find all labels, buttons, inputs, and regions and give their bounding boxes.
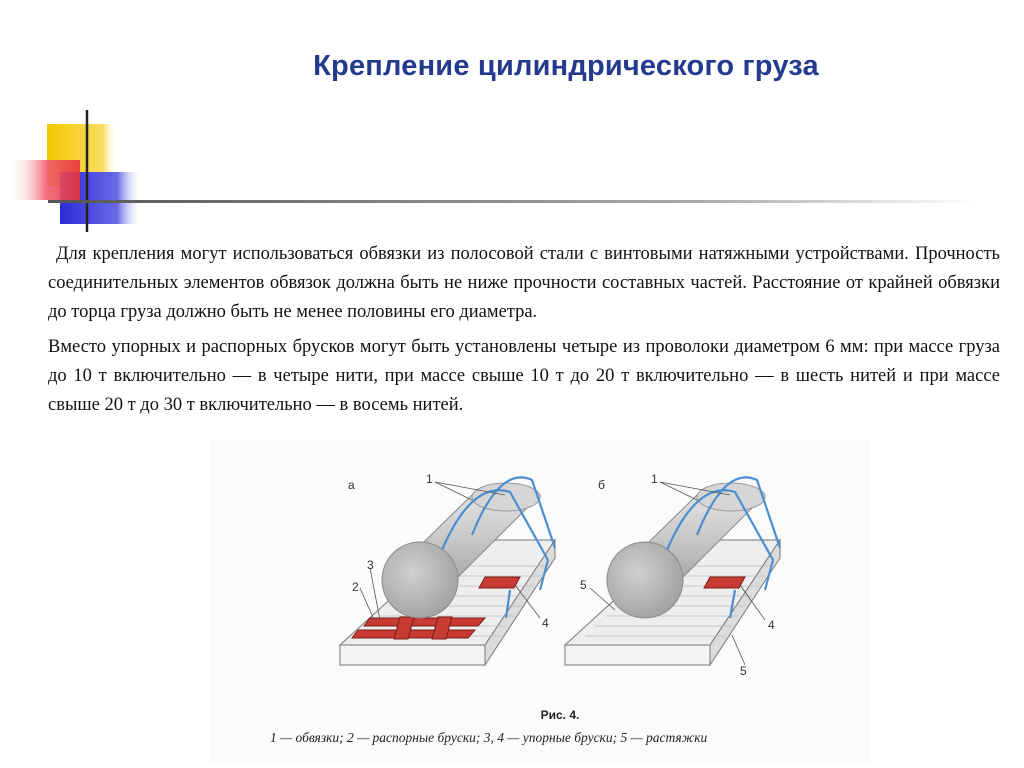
callout-b-1: 1	[651, 472, 658, 486]
decorative-header-graphic	[0, 0, 1024, 240]
callout-b-4: 4	[768, 618, 775, 632]
figure-caption-title: Рис. 4.	[540, 708, 580, 722]
callout-a-4: 4	[542, 616, 549, 630]
figure-cylinder-fastening	[210, 440, 870, 765]
stop-bar-b	[704, 577, 745, 588]
platform-a-front	[340, 645, 485, 665]
callout-b-5: 5	[580, 578, 587, 592]
slide-title: Крепление цилиндрического груза	[313, 50, 819, 82]
cylinder-b-end	[607, 542, 683, 618]
panel-a-label: а	[348, 478, 355, 492]
callout-a-1: 1	[426, 472, 433, 486]
body-text	[48, 240, 1000, 420]
yellow-square	[47, 124, 117, 186]
panel-b-label: б	[598, 478, 605, 492]
paragraph-2: Вместо упорных и распорных брусков могут быть установлены четыре из проволоки диаметром 6 мм: при массе груза до 10 т включительно — в четыре нити, при массе свыше 10 т до 20 т включительно — в шесть нитей и при массе свыше 20 т до 30 т включительно — в восемь нитей.	[48, 337, 1000, 415]
callout-a-3: 3	[367, 558, 374, 572]
callout-b-5-lower: 5	[740, 664, 747, 678]
cylinder-a-end	[382, 542, 458, 618]
stop-bar-a	[479, 577, 520, 588]
panel-b-drawing	[565, 477, 780, 665]
red-square	[12, 160, 80, 200]
blue-square	[60, 172, 142, 224]
platform-b-front	[565, 645, 710, 665]
callout-a-2: 2	[352, 580, 359, 594]
paragraph-1: Для крепления могут использоваться обвязки из полосовой стали с винтовыми натяжными устройствами. Прочность соединительных элементов обвязок должна быть не ниже прочности составных частей. Расстояние от крайней обвязки до торца груза должно быть не менее половины его диаметра.	[48, 244, 1000, 322]
horizontal-rule	[48, 200, 978, 203]
figure-caption-legend: 1 — обвязки; 2 — распорные бруски; 3, 4 — упорные бруски; 5 — растяжки	[270, 730, 708, 745]
